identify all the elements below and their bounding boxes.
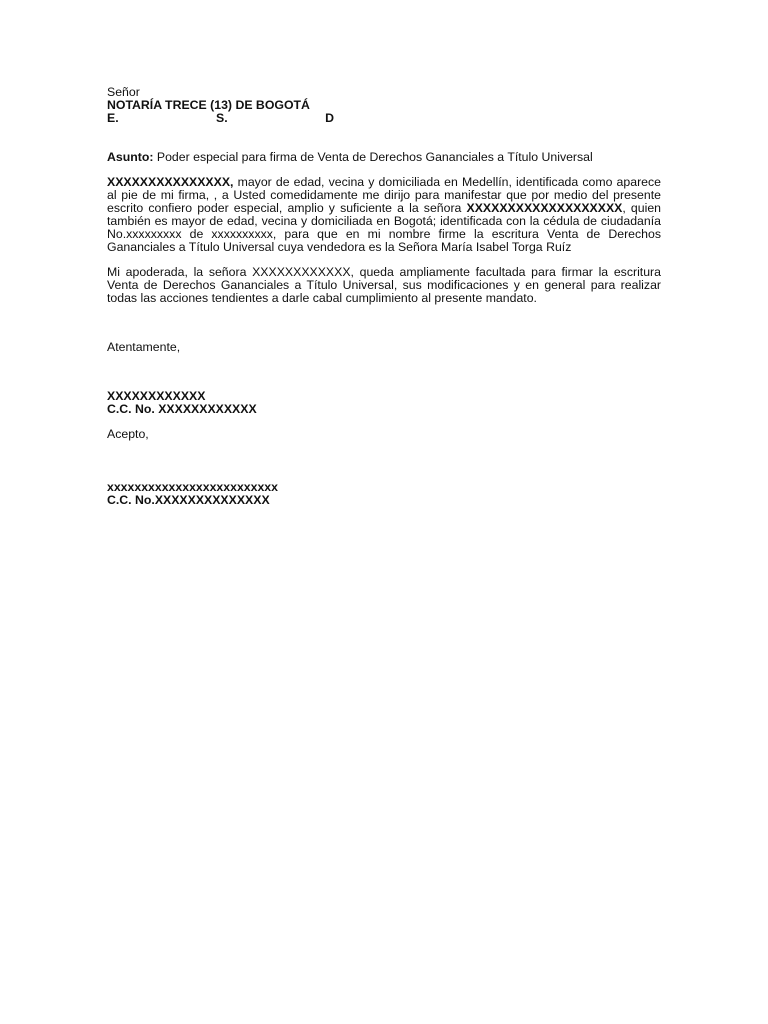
esd-e: E.: [107, 111, 119, 125]
signature2-id: C.C. No.XXXXXXXXXXXXXX: [107, 493, 270, 507]
signature2-name: xxxxxxxxxxxxxxxxxxxxxxxxx: [107, 480, 278, 494]
paragraph-grant-part2: , quien también es mayor de edad, vecina y domiciliada en Bogotá; identificada con la cédula de ciudadanía No.xxxxxxxxx de xxxxxxxxxx, para que en mi nombre firme la escritura Venta de Derechos Gananciales a Título Universal cuya vendedora es la Señora María Isabel Torga Ruíz: [107, 201, 662, 254]
subject-text: Poder especial para firma de Venta de Derechos Gananciales a Título Universal: [153, 150, 593, 164]
signature1-id: C.C. No. XXXXXXXXXXXX: [107, 402, 257, 416]
esd-line: [107, 112, 334, 125]
subject-label: Asunto:: [107, 150, 154, 164]
subject-line: [107, 151, 661, 164]
salutation: Señor: [107, 85, 140, 99]
signature1-name: XXXXXXXXXXXX: [107, 389, 206, 403]
acceptance: Acepto,: [107, 427, 149, 441]
paragraph-powers: Mi apoderada, la señora XXXXXXXXXXXX, queda ampliamente facultada para firmar la escritura Venta de Derechos Gananciales a Título Universal, sus modificaciones y en general para realizar todas las acciones tendientes a darle cabal cumplimiento al presente mandato.: [107, 265, 661, 305]
paragraph-grant-part1: mayor de edad, vecina y domiciliada en Medellín, identificada como aparece al pie de mi firma, , a Usted comedidamente me dirijo para manifestar que por medio del presente escrito confiero poder especial, amplio y suficiente a la señora: [107, 175, 661, 215]
esd-s: S.: [216, 111, 228, 125]
letter-body: [107, 86, 661, 507]
recipient-name: NOTARÍA TRECE (13) DE BOGOTÁ: [107, 98, 310, 112]
paragraph-grant: [107, 176, 661, 254]
closing: Atentamente,: [107, 340, 181, 354]
grantor-name: XXXXXXXXXXXXXXX,: [107, 175, 234, 189]
attorney-name: XXXXXXXXXXXXXXXXXXX: [466, 201, 623, 215]
esd-d: D: [325, 111, 334, 125]
